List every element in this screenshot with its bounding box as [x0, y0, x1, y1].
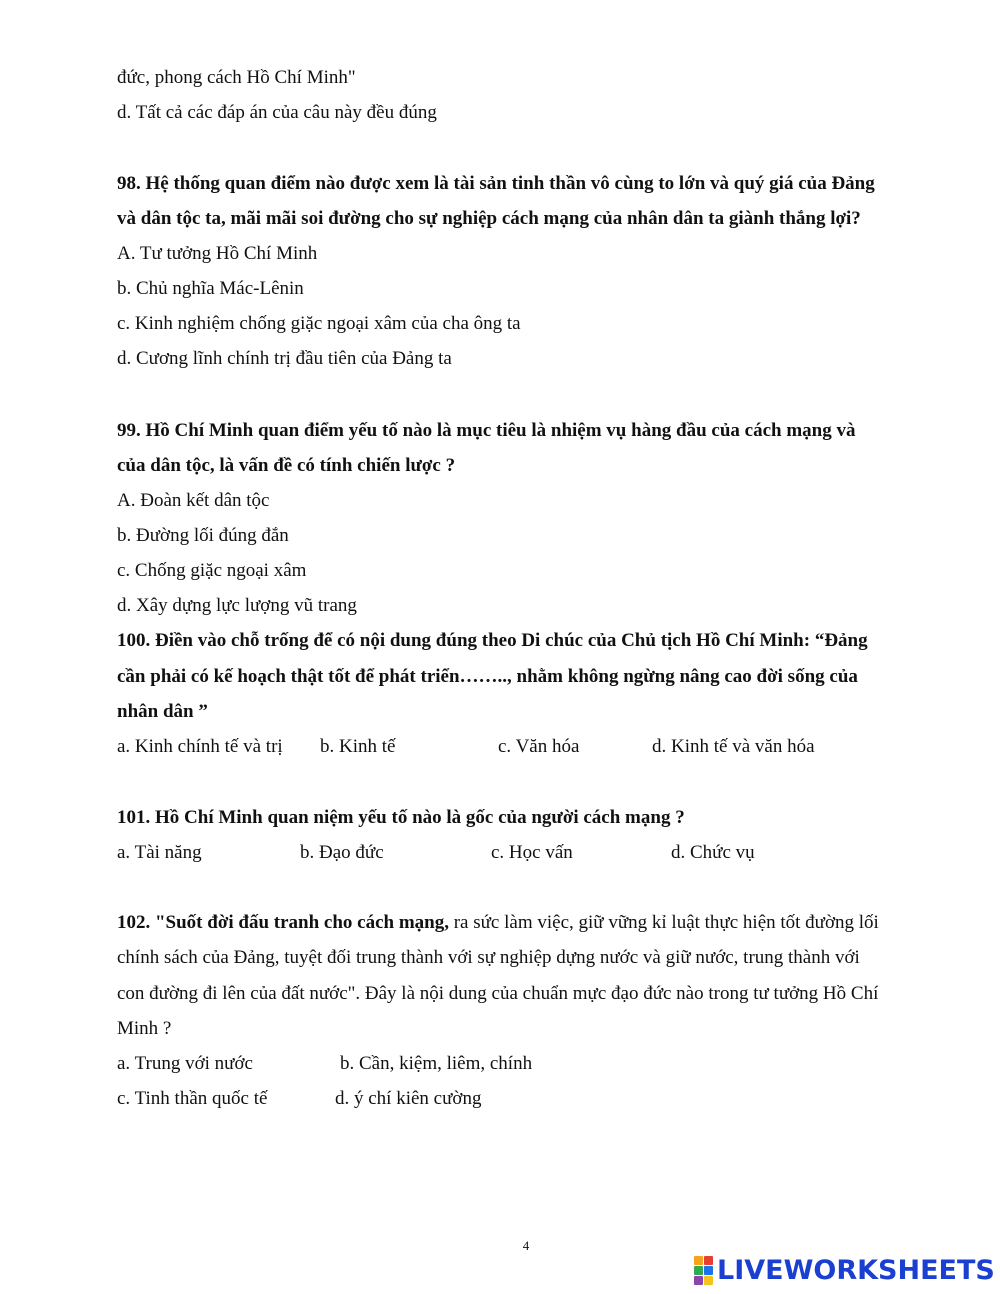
answer-option: b. Chủ nghĩa Mác-Lênin	[117, 278, 304, 299]
question-100-cont: nhân dân ”	[117, 701, 208, 722]
question-102-cont: chính sách của Đảng, tuyệt đối trung thành với sự nghiệp dựng nước và giữ nước, trung thành với	[117, 947, 860, 968]
question-102-cont: con đường đi lên của đất nước". Đây là nội dung của chuẩn mực đạo đức nào trong tư tưởng Hồ Chí	[117, 983, 879, 1004]
page-number: 4	[522, 1238, 530, 1253]
liveworksheets-icon	[694, 1256, 713, 1285]
question-100: 100. Điền vào chỗ trống để có nội dung đúng theo Di chúc của Chủ tịch Hồ Chí Minh: “Đảng	[117, 630, 868, 651]
answer-option: d. Cương lĩnh chính trị đầu tiên của Đảng ta	[117, 348, 452, 369]
question-98: 98. Hệ thống quan điểm nào được xem là tài sản tinh thần vô cùng to lớn và quý giá của Đảng	[117, 173, 875, 194]
liveworksheets-logo	[694, 1253, 995, 1287]
question-100-cont: cần phải có kế hoạch thật tốt để phát triển…….., nhằm không ngừng nâng cao đời sống của	[117, 666, 858, 687]
question-99-cont: của dân tộc, là vấn đề có tính chiến lược ?	[117, 455, 456, 476]
answer-option: d. Xây dựng lực lượng vũ trang	[117, 595, 357, 616]
answer-option: b. Cần, kiệm, liêm, chính	[340, 1053, 533, 1074]
question-102-cont: Minh ?	[117, 1018, 172, 1039]
question-99: 99. Hồ Chí Minh quan điểm yếu tố nào là mục tiêu là nhiệm vụ hàng đầu của cách mạng và	[117, 420, 856, 441]
answer-option: d. Chức vụ	[671, 842, 755, 863]
answer-option: c. Tinh thần quốc tế	[117, 1088, 268, 1109]
question-102	[117, 911, 879, 935]
answer-option: b. Kinh tế	[320, 736, 396, 757]
question-98-cont: và dân tộc ta, mãi mãi soi đường cho sự nghiệp cách mạng của nhân dân ta giành thắng lợi?	[117, 208, 861, 229]
answer-option: a. Trung với nước	[117, 1053, 253, 1074]
answer-option: d. Tất cả các đáp án của câu này đều đúng	[117, 102, 437, 123]
answer-option: d. ý chí kiên cường	[335, 1088, 482, 1109]
answer-option: a. Kinh chính tế và trị	[117, 736, 283, 757]
question-101: 101. Hồ Chí Minh quan niệm yếu tố nào là gốc của người cách mạng ?	[117, 807, 685, 828]
answer-option: A. Đoàn kết dân tộc	[117, 490, 270, 511]
text-line: đức, phong cách Hồ Chí Minh"	[117, 67, 356, 88]
answer-option: d. Kinh tế và văn hóa	[652, 736, 815, 757]
answer-option: c. Kinh nghiệm chống giặc ngoại xâm của cha ông ta	[117, 313, 521, 334]
question-102-rest: ra sức làm việc, giữ vững kỉ luật thực hiện tốt đường lối	[448, 912, 879, 933]
question-102-bold: 102. "Suốt đời đấu tranh cho cách mạng,	[117, 912, 449, 933]
answer-option: c. Văn hóa	[498, 736, 580, 757]
brand-name: LIVEWORKSHEETS	[717, 1254, 995, 1286]
answer-option: A. Tư tưởng Hồ Chí Minh	[117, 243, 318, 264]
answer-option: c. Học vấn	[491, 842, 573, 863]
answer-option: b. Đường lối đúng đắn	[117, 525, 289, 546]
answer-option: a. Tài năng	[117, 842, 202, 863]
answer-option: b. Đạo đức	[300, 842, 384, 863]
answer-option: c. Chống giặc ngoại xâm	[117, 560, 307, 581]
